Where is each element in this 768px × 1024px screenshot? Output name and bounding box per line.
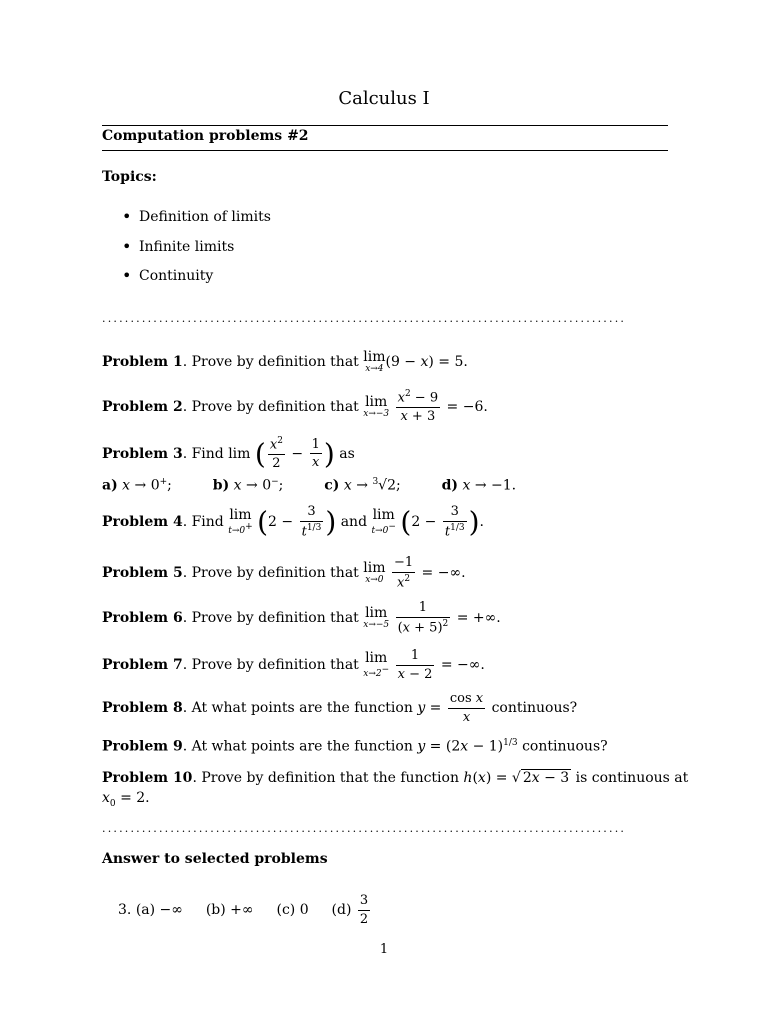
math-limit: lim x→0	[363, 559, 386, 585]
problem-text: and	[340, 513, 368, 530]
math-fraction: $\frac{3}{t^{1/3}}$	[301, 504, 322, 539]
answer-part: (b) +∞	[205, 902, 254, 919]
math-fraction: $\frac{\text{cos x}}{x}$	[449, 691, 484, 725]
math-limit: lim t→0+	[228, 506, 253, 536]
problem-text: . Prove by definition that	[182, 657, 364, 674]
math-fraction: $\frac{1}{(x + 5)^2}$	[397, 600, 449, 635]
problem-text: . Prove by definition that	[182, 609, 364, 626]
problem-text: as	[339, 445, 355, 462]
section-header: Computation problems #2	[102, 128, 309, 144]
dotted-separator: ............................................................................................	[102, 822, 627, 835]
part-label: a)	[102, 477, 118, 494]
part-label: b)	[212, 477, 230, 494]
problem-label: Problem 7	[102, 657, 183, 674]
answer-number: 3.	[118, 902, 132, 919]
answer-line	[118, 894, 372, 926]
problem-text: continuous?	[522, 738, 608, 755]
problem-4: Problem 4. Find lim t→0+ (2 − $\frac{3}{t^{1/3}}$ ) and lim t→0− (2 − $\frac{3}{t^{1/3}}$ ).	[102, 504, 484, 539]
math-limit: lim x→−5	[363, 604, 390, 630]
problem-text: . Prove by definition that	[182, 398, 364, 415]
problem-10: Problem 10. Prove by definition that the function h(x) = √ 2x − 3 is continuous at	[102, 770, 689, 786]
problem-7: Problem 7. Prove by definition that lim x→2− $\frac{1}{x - 2}$ = −∞.	[102, 648, 485, 682]
problem-label: Problem 9	[102, 738, 183, 755]
problem-text: . Prove by definition that the function	[192, 770, 464, 786]
math-limit: lim t→0−	[371, 506, 396, 536]
math-fraction: $\frac{-1}{x^2}$	[393, 555, 414, 590]
problem-text: is continuous at	[575, 770, 689, 786]
problem-label: Problem 1	[102, 354, 183, 370]
page-number: 1	[379, 942, 389, 957]
math-fraction: $\frac{1}{x}$	[311, 436, 320, 471]
part-label: d)	[441, 477, 459, 494]
problem-2: Problem 2. Prove by definition that lim x→−3 $\frac{x^2 - 9}{x + 3}$ = −6.	[102, 389, 488, 424]
topic-item: • Infinite limits	[104, 235, 271, 265]
math-limit: lim x→−3	[363, 393, 390, 419]
problem-text: continuous?	[491, 700, 578, 717]
problem-label: Problem 2	[102, 398, 183, 415]
math-fraction: $\frac{x^2 - 9}{x + 3}$	[397, 389, 439, 424]
topics-list	[104, 205, 271, 294]
problem-5: Problem 5. Prove by definition that lim x→0 $\frac{-1}{x^2}$ = −∞.	[102, 555, 466, 590]
math-fraction: $\frac{1}{x - 2}$	[397, 648, 433, 682]
problem-label: Problem 6	[102, 609, 183, 626]
problem-label: Problem 3	[102, 445, 183, 462]
problem-text: . Prove by definition that	[182, 564, 364, 581]
dotted-separator: ............................................................................................	[102, 312, 627, 325]
answer-part: (d)	[331, 902, 352, 919]
answer-part: (a) −∞	[135, 902, 183, 919]
part-label: c)	[324, 477, 340, 494]
problem-1: Problem 1. Prove by definition that lim x→4 (9 − x) = 5.	[102, 349, 468, 374]
problem-text: . At what points are the function	[182, 738, 418, 755]
problem-3-parts: a) x → 0+; b) x → 0−; c) x → $^3$√2; d) x → −1.	[102, 477, 517, 494]
problem-label: Problem 10	[102, 770, 193, 786]
problem-10-continued: $x_0 = 2$.	[102, 790, 150, 809]
header-rule-bottom	[102, 150, 668, 151]
math-fraction: $\frac{3}{t^{1/3}}$	[444, 504, 465, 539]
problem-label: Problem 5	[102, 564, 183, 581]
problem-3: Problem 3. Find lim ( $\frac{x^2}{2}$ − $\frac{1}{x}$ ) as	[102, 436, 355, 471]
problem-6: Problem 6. Prove by definition that lim x→−5 $\frac{1}{(x + 5)^2}$ = +∞.	[102, 600, 501, 635]
answer-part: (c) 0	[276, 902, 309, 919]
math-fraction: $\frac{x^2}{2}$	[269, 436, 283, 471]
document-title: Calculus I	[338, 88, 430, 109]
problem-text: . Find lim	[182, 445, 251, 462]
math-limit: lim x→2−	[363, 650, 390, 680]
problem-text: . Prove by definition that	[182, 354, 364, 370]
topic-item: • Definition of limits	[104, 205, 271, 235]
math-limit: lim x→4	[363, 349, 386, 374]
header-rule-top	[102, 125, 668, 126]
math-fraction: $\frac{3}{2}$	[359, 893, 369, 927]
problem-8: Problem 8. At what points are the function y = $\frac{\text{cos x}}{x}$ continuous?	[102, 691, 578, 725]
topic-item: • Continuity	[104, 264, 271, 294]
problem-label: Problem 8	[102, 700, 183, 717]
problem-text: . Find	[182, 513, 229, 530]
problem-label: Problem 4	[102, 513, 183, 530]
problem-text: . At what points are the function	[182, 700, 418, 717]
problem-9: Problem 9. At what points are the function $y = (2x - 1)^{1/3}$ continuous?	[102, 738, 608, 755]
answers-heading: Answer to selected problems	[102, 851, 328, 867]
topics-label: Topics:	[102, 169, 157, 185]
